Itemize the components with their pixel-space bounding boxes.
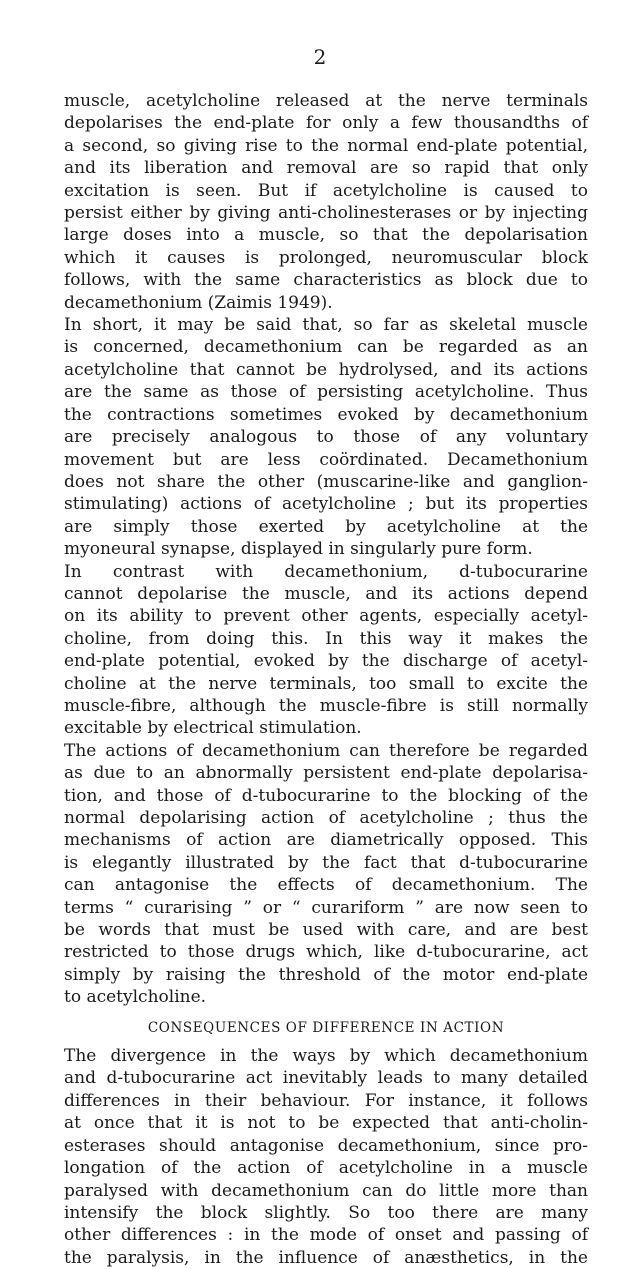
text-line: muscle, acetylcholine released at the nerve terminals [64, 91, 588, 111]
text-line: a second, so giving rise to the normal end-plate potential, [64, 135, 588, 156]
text-line: esterases should antagonise decamethonium, since pro- [64, 1135, 588, 1156]
paragraph-3 [64, 561, 588, 740]
text-line: to acetylcholine. [64, 987, 207, 1008]
text-line: tion, and those of d-tubocurarine to the blocking of the [64, 785, 588, 806]
text-line: and its liberation and removal are so rapid that only [64, 158, 588, 179]
paragraph-5 [64, 1045, 588, 1269]
text-line: the contractions sometimes evoked by decamethonium [64, 404, 588, 425]
text-line: be words that must be used with care, and are best [64, 920, 588, 941]
text-line: muscle-fibre, although the muscle-fibre is still normally [64, 695, 588, 716]
text-line: are precisely analogous to those of any voluntary [64, 427, 588, 448]
text-line: mechanisms of action are diametrically opposed. This [64, 830, 588, 851]
text-line: large doses into a muscle, so that the depolarisation [64, 225, 588, 246]
text-line: differences in their behaviour. For instance, it follows [64, 1090, 588, 1111]
text-line: and d-tubocurarine act inevitably leads to many detailed [64, 1068, 588, 1089]
text-line: does not share the other (muscarine-like and ganglion- [64, 471, 588, 492]
text-line: are the same as those of persisting acetylcholine. Thus [64, 382, 588, 403]
text-line: which it causes is prolonged, neuromuscular block [64, 247, 588, 268]
text-line: excitation is seen. But if acetylcholine is caused to [64, 180, 588, 201]
text-line: cannot depolarise the muscle, and its actions depend [64, 583, 588, 604]
text-line: paralysed with decamethonium can do little more than [64, 1180, 588, 1201]
text-line: intensify the block slightly. So too there are many [64, 1202, 588, 1223]
text-line: end-plate potential, evoked by the discharge of acetyl- [64, 651, 588, 672]
text-line: In contrast with decamethonium, d-tubocurarine [64, 561, 588, 582]
text-line: the paralysis, in the influence of anæsthetics, in the [64, 1247, 588, 1268]
page-number: 2 [313, 45, 327, 69]
text-line: depolarises the end-plate for only a few thousandths of [64, 113, 588, 134]
body-text [64, 90, 588, 1269]
text-line: longation of the action of acetylcholine in a muscle [64, 1158, 588, 1179]
text-line: normal depolarising action of acetylcholine ; thus the [64, 808, 588, 828]
text-line: movement but are less coördinated. Decamethonium [64, 449, 588, 470]
text-line: follows, with the same characteristics as block due to [64, 270, 588, 291]
text-line: other differences : in the mode of onset and passing of [64, 1225, 588, 1246]
text-line: can antagonise the effects of decamethonium. The [64, 875, 588, 896]
text-line: as due to an abnormally persistent end-plate depolarisa- [64, 763, 588, 784]
text-line: In short, it may be said that, so far as skeletal muscle [64, 315, 588, 336]
text-line: choline at the nerve terminals, too small to excite the [64, 673, 588, 694]
text-line: The actions of decamethonium can therefore be regarded [64, 740, 588, 761]
text-line: at once that it is not to be expected that anti-cholin- [64, 1113, 588, 1134]
text-line: decamethonium (Zaimis 1949). [64, 292, 333, 313]
text-line: is concerned, decamethonium can be regarded as an [64, 337, 588, 358]
text-line: excitable by electrical stimulation. [64, 718, 362, 739]
paragraph-4 [64, 740, 588, 1009]
text-line: myoneural synapse, displayed in singularly pure form. [64, 539, 533, 560]
paragraph-2 [64, 314, 588, 560]
paragraph-1 [64, 90, 588, 314]
text-line: persist either by giving anti-cholinesterases or by injecting [64, 203, 588, 224]
section-heading: CONSEQUENCES OF DIFFERENCE IN ACTION [147, 1019, 505, 1036]
text-line: simply by raising the threshold of the motor end-plate [64, 964, 588, 985]
text-line: terms “ curarising ” or “ curariform ” are now seen to [64, 897, 588, 918]
text-line: stimulating) actions of acetylcholine ; but its properties [64, 494, 588, 515]
text-line: acetylcholine that cannot be hydrolysed, and its actions [64, 359, 588, 380]
text-line: restricted to those drugs which, like d-tubocurarine, act [64, 942, 588, 963]
text-line: is elegantly illustrated by the fact that d-tubocurarine [64, 852, 588, 873]
text-line: choline, from doing this. In this way it makes the [64, 628, 588, 649]
text-line: on its ability to prevent other agents, especially acetyl- [64, 606, 588, 627]
text-line: are simply those exerted by acetylcholine at the [64, 516, 588, 537]
text-line: The divergence in the ways by which decamethonium [64, 1046, 588, 1067]
